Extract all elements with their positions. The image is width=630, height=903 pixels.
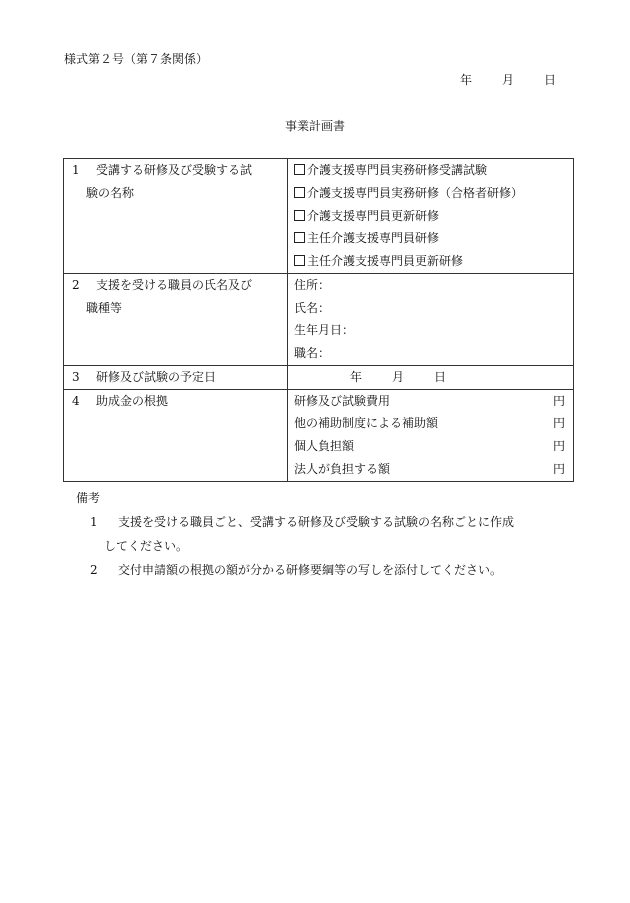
checkbox-icon[interactable] xyxy=(294,232,305,243)
amount-label: 研修及び試験費用 xyxy=(294,393,391,408)
amount-item[interactable] xyxy=(288,435,573,458)
option-item[interactable] xyxy=(288,250,573,273)
schedule-date-field[interactable] xyxy=(288,365,574,389)
row4-label-text: 助成金の根拠 xyxy=(96,393,169,408)
date-year: 年 xyxy=(460,73,473,87)
row2-fields xyxy=(288,273,574,365)
row1-options xyxy=(288,159,574,274)
note-text: 支援を受ける職員ごと、受講する研修及び受験する試験の名称ごとに作成 xyxy=(118,515,515,529)
amount-item[interactable] xyxy=(288,458,573,481)
note-text-cont: してください。 xyxy=(104,539,189,553)
form-number: 様式第２号（第７条関係） xyxy=(64,52,209,66)
amount-item[interactable] xyxy=(288,390,573,413)
row2-number: 2 xyxy=(72,277,80,292)
schedule-month: 月 xyxy=(392,369,405,384)
note-text: 交付申請額の根拠の額が分かる研修要綱等の写しを添付してください。 xyxy=(118,563,503,577)
option-label: 介護支援専門員実務研修受講試験 xyxy=(307,163,488,177)
table-row-schedule xyxy=(64,365,574,389)
remark-note xyxy=(90,558,502,582)
checkbox-icon[interactable] xyxy=(294,255,305,266)
row1-label xyxy=(64,159,288,274)
row2-label-line2: 職種等 xyxy=(86,300,123,315)
birthdate-field[interactable]: 生年月日： xyxy=(294,323,355,338)
address-field[interactable]: 住所： xyxy=(294,277,331,292)
row4-number: 4 xyxy=(72,393,80,408)
row1-label-line2: 験の名称 xyxy=(86,185,135,200)
row2-label-line1: 支援を受ける職員の氏名及び xyxy=(96,277,253,292)
amount-label: 法人が負担する額 xyxy=(294,461,391,476)
name-field[interactable]: 氏名： xyxy=(294,300,331,315)
amount-label: 個人負担額 xyxy=(294,439,355,453)
row3-label-text: 研修及び試験の予定日 xyxy=(96,369,217,384)
amount-item[interactable] xyxy=(288,412,573,435)
schedule-day: 日 xyxy=(434,369,447,384)
yen-unit: 円 xyxy=(552,393,565,408)
table-row-grant-basis xyxy=(64,389,574,481)
row3-number: 3 xyxy=(72,369,80,384)
option-label: 主任介護支援専門員更新研修 xyxy=(307,254,464,268)
checkbox-icon[interactable] xyxy=(294,210,305,221)
schedule-year: 年 xyxy=(350,369,363,384)
table-row-exam-name xyxy=(64,159,574,274)
job-title-field[interactable]: 職名： xyxy=(294,346,331,360)
row1-label-line1: 受講する研修及び受験する試 xyxy=(96,163,253,177)
table-row-staff xyxy=(64,273,574,365)
option-item[interactable] xyxy=(288,205,573,228)
row3-label xyxy=(64,365,288,389)
checkbox-icon[interactable] xyxy=(294,164,305,175)
date-month: 月 xyxy=(502,73,515,87)
option-label: 介護支援専門員更新研修 xyxy=(307,208,440,223)
remark-note xyxy=(90,510,514,558)
amount-label: 他の補助制度による補助額 xyxy=(294,416,439,431)
row4-amounts xyxy=(288,389,574,481)
option-item[interactable] xyxy=(288,159,573,182)
remarks-title: 備考 xyxy=(76,491,101,505)
row1-number: 1 xyxy=(72,163,80,177)
yen-unit: 円 xyxy=(552,461,565,476)
date-day: 日 xyxy=(544,73,557,87)
yen-unit: 円 xyxy=(552,439,565,453)
row2-label xyxy=(64,273,288,365)
note-number: 1 xyxy=(90,515,98,529)
document-title: 事業計画書 xyxy=(284,119,345,133)
date-line xyxy=(460,74,556,86)
plan-table xyxy=(63,158,574,482)
option-label: 介護支援専門員実務研修（合格者研修） xyxy=(307,185,524,200)
option-label: 主任介護支援専門員研修 xyxy=(307,231,440,246)
checkbox-icon[interactable] xyxy=(294,187,305,198)
yen-unit: 円 xyxy=(552,416,565,431)
note-number: 2 xyxy=(90,563,98,577)
option-item[interactable] xyxy=(288,227,573,250)
row4-label xyxy=(64,389,288,481)
option-item[interactable] xyxy=(288,182,573,205)
